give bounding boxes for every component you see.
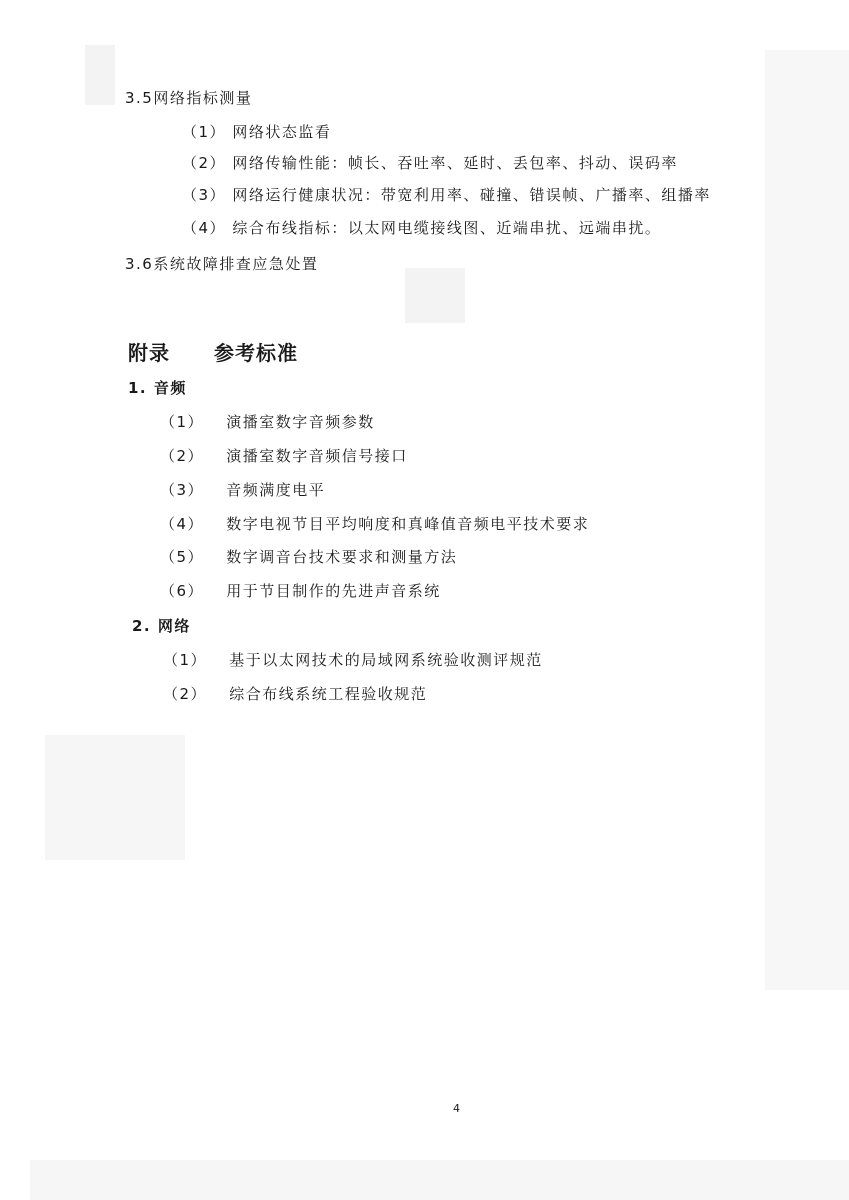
list-item (160, 480, 325, 500)
page-number: 4 (453, 1102, 460, 1115)
appendix-title: 参考标准 (214, 341, 298, 365)
list-item (160, 514, 589, 534)
item-number: （4） (182, 219, 227, 237)
item-number: （2） (160, 447, 205, 465)
item-text: 演播室数字音频信号接口 (226, 447, 408, 465)
scan-smudge (45, 735, 185, 860)
list-item (160, 412, 375, 432)
item-text: 综合布线系统工程验收规范 (229, 685, 428, 703)
item-number: （1） (160, 413, 205, 431)
item-text: 网络状态监看 (232, 123, 332, 141)
list-item (182, 185, 711, 205)
list-item (160, 547, 457, 567)
item-number: （3） (182, 186, 227, 204)
item-text: 数字调音台技术要求和测量方法 (226, 548, 458, 566)
section-3-6-title: 3.6系统故障排查应急处置 (125, 255, 319, 273)
item-text: 综合布线指标：以太网电缆接线图、近端串扰、远端串扰。 (232, 219, 662, 237)
item-number: （2） (163, 685, 208, 703)
list-item (182, 122, 331, 142)
item-number: （6） (160, 582, 205, 600)
list-item (163, 650, 543, 670)
item-text: 音频满度电平 (226, 481, 326, 499)
list-item (160, 446, 408, 466)
item-text: 数字电视节目平均响度和真峰值音频电平技术要求 (226, 515, 590, 533)
item-number: （4） (160, 515, 205, 533)
item-text: 网络传输性能：帧长、吞吐率、延时、丢包率、抖动、误码率 (232, 154, 678, 172)
item-text: 网络运行健康状况：带宽利用率、碰撞、错误帧、广播率、组播率 (232, 186, 711, 204)
item-text: 基于以太网技术的局域网系统验收测评规范 (229, 651, 543, 669)
item-number: （1） (163, 651, 208, 669)
network-heading: 2. 网络 (132, 617, 191, 635)
scan-smudge (405, 268, 465, 323)
list-item (182, 153, 678, 173)
scan-smudge (30, 1160, 849, 1200)
item-text: 用于节目制作的先进声音系统 (226, 582, 441, 600)
list-item (182, 218, 661, 238)
list-item (160, 581, 441, 601)
appendix-label: 附录 (128, 341, 170, 365)
item-number: （1） (182, 123, 227, 141)
item-number: （3） (160, 481, 205, 499)
item-text: 演播室数字音频参数 (226, 413, 375, 431)
scan-smudge (765, 50, 849, 990)
audio-heading: 1. 音频 (128, 379, 187, 397)
scan-smudge (85, 45, 115, 105)
section-3-5-title: 3.5网络指标测量 (125, 89, 253, 107)
list-item (163, 684, 427, 704)
item-number: （5） (160, 548, 205, 566)
item-number: （2） (182, 154, 227, 172)
